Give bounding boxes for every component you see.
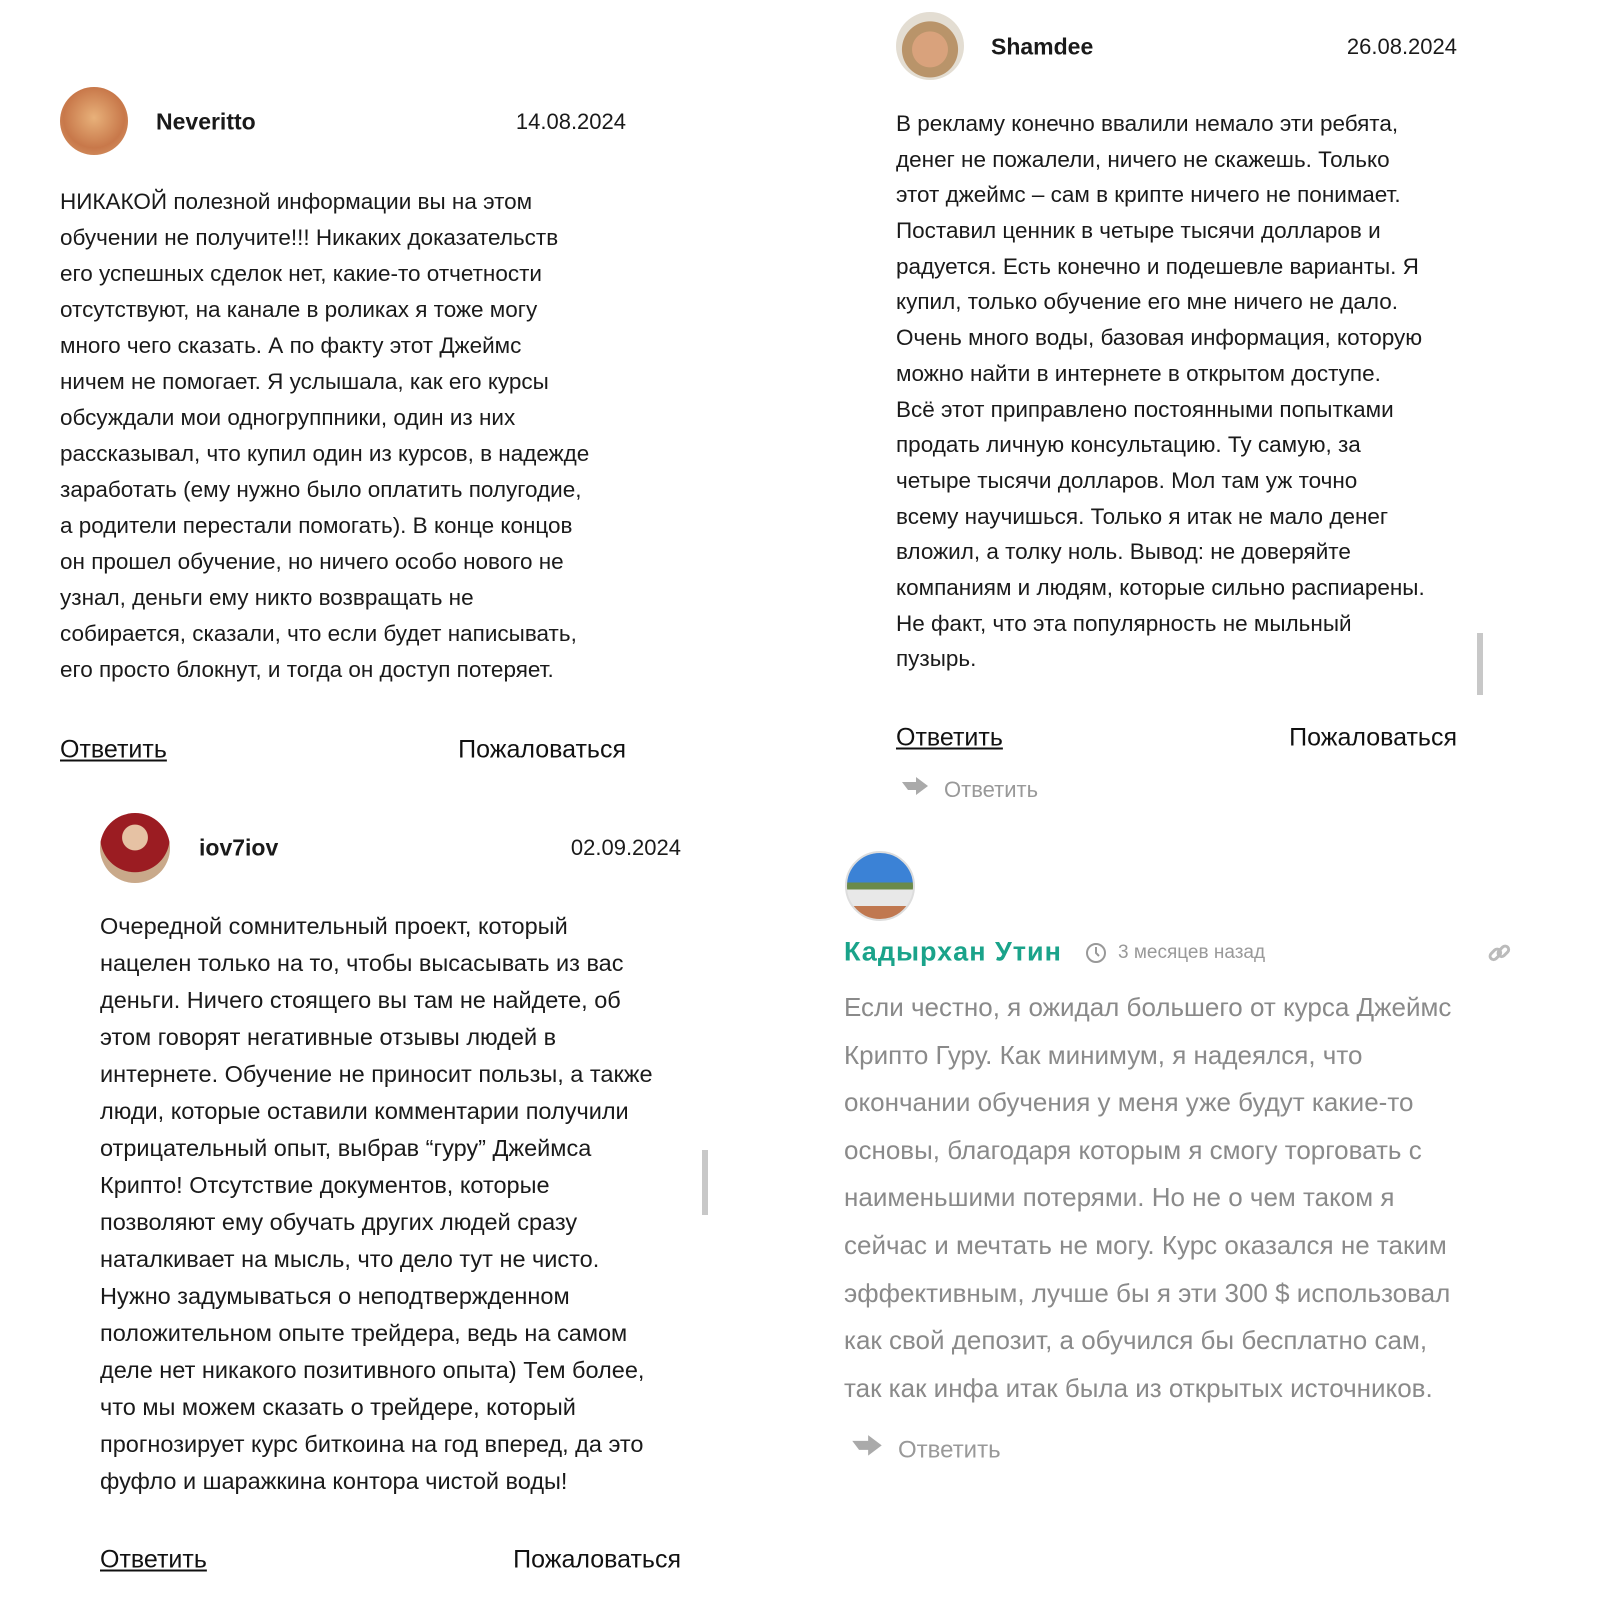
text-line: четыре тысячи долларов. Мол там уж точно [896, 467, 1358, 493]
comment-text [844, 984, 1451, 1412]
text-line: интернете. Обучение не приносит пользы, а также [100, 1061, 653, 1087]
text-line: Если честно, я ожидал большего от курса Джеймс [844, 992, 1452, 1022]
text-line: собирается, сказали, что если будет написывать, [60, 621, 577, 646]
scrollbar[interactable] [1477, 633, 1483, 695]
text-line: продать личную консультацию. Ту самую, за [896, 432, 1361, 458]
text-line: положительном опыте трейдера, ведь на самом [100, 1320, 628, 1346]
report-button[interactable]: Пожаловаться [1289, 723, 1457, 752]
text-line: Поставил ценник в четыре тысячи долларов и [896, 218, 1381, 244]
text-line: В рекламу конечно ввалили немало эти ребята, [896, 111, 1399, 136]
reply-button[interactable]: Ответить [100, 1545, 207, 1574]
text-line: можно найти в интернете в открытом доступе. [896, 360, 1381, 386]
text-line: Очень много воды, базовая информация, которую [896, 325, 1423, 351]
comment-date: 26.08.2024 [1346, 34, 1457, 59]
text-line: прогнозирует курс биткоина на год вперед, да это [100, 1431, 644, 1457]
text-line: окончании обучения у меня уже будут какие-то [844, 1087, 1414, 1118]
text-line: рассказывал, что купил один из курсов, в надежде [60, 441, 590, 466]
reply-arrow-icon [900, 776, 930, 804]
text-line: как свой депозит, а обучился бы бесплатно сам, [844, 1325, 1428, 1356]
text-line: его просто блокнут, и тогда он доступ потеряет. [60, 657, 554, 682]
reply-arrow-icon [850, 1434, 884, 1467]
text-line: денег не пожалели, ничего не скажешь. Только [896, 146, 1390, 172]
link-icon[interactable] [1486, 940, 1512, 971]
avatar[interactable] [896, 12, 964, 80]
text-line: он прошел обучение, но ничего особо нового не [60, 549, 564, 574]
author-name[interactable]: Shamdee [991, 33, 1094, 60]
text-line: так как инфа итак была из открытых источников. [844, 1372, 1433, 1403]
text-line: эффективным, лучше бы я эти 300 $ использовал [844, 1277, 1451, 1308]
avatar[interactable] [60, 87, 128, 155]
text-line: НИКАКОЙ полезной информации вы на этом [60, 189, 533, 214]
text-line: деньги. Ничего стоящего вы там не найдете, об [100, 987, 621, 1013]
text-line: его успешных сделок нет, какие-то отчетности [60, 261, 542, 286]
comment-time: 3 месяцев назад [1118, 942, 1266, 963]
reply-button[interactable]: Ответить [60, 735, 167, 764]
scrollbar[interactable] [702, 1150, 708, 1215]
author-name[interactable]: Кадырхан Утин [844, 936, 1062, 967]
comment-text [60, 184, 589, 688]
comment-text [896, 106, 1425, 677]
text-line: наталкивает на мысль, что дело тут не чисто. [100, 1246, 600, 1272]
text-line: Очередной сомнительный проект, который [100, 913, 568, 939]
text-line: этот джеймс – сам в крипте ничего не понимает. [896, 182, 1401, 208]
text-line: позволяют ему обучать других людей сразу [100, 1209, 578, 1235]
text-line: а родители перестали помогать). В конце концов [60, 513, 573, 538]
text-line: сейчас и мечтать не могу. Курс оказался не таким [844, 1229, 1447, 1260]
text-line: всему научишься. Только я итак не мало денег [896, 503, 1389, 529]
text-line: обучении не получите!!! Никаких доказательств [60, 225, 559, 250]
report-button[interactable]: Пожаловаться [458, 735, 626, 764]
text-line: деле нет никакого позитивного опыта) Тем более, [100, 1357, 645, 1383]
text-line: ничем не помогает. Я услышала, как его курсы [60, 369, 549, 394]
text-line: радуется. Есть конечно и подешевле варианты. Я [896, 253, 1419, 279]
comment-date: 02.09.2024 [570, 835, 681, 860]
author-name[interactable]: Neveritto [156, 108, 256, 135]
text-line: пузырь. [896, 646, 977, 672]
text-line: Крипто! Отсутствие документов, которые [100, 1172, 550, 1198]
text-line: Нужно задумываться о неподтвержденном [100, 1283, 570, 1309]
text-line: заработать (ему нужно было оплатить полугодие, [60, 477, 582, 502]
text-line: обсуждали мои одногруппники, один из них [60, 405, 516, 430]
text-line: Крипто Гуру. Как минимум, я надеялся, что [844, 1039, 1363, 1070]
text-line: вложил, а толку ноль. Вывод: не доверяйте [896, 539, 1351, 565]
reply-button[interactable]: Ответить [896, 723, 1003, 752]
comment-date: 14.08.2024 [515, 109, 626, 134]
text-line: отсутствуют, на канале в роликах я тоже могу [60, 297, 538, 322]
text-line: основы, благодаря которым я смогу торговать с [844, 1134, 1422, 1165]
text-line: Не факт, что эта популярность не мыльный [896, 610, 1352, 636]
author-name[interactable]: iov7iov [199, 834, 279, 861]
text-line: узнал, деньги ему никто возвращать не [60, 585, 474, 610]
text-line: много чего сказать. А по факту этот Джеймс [60, 333, 522, 358]
avatar[interactable] [100, 813, 170, 883]
text-line: фуфло и шаражкина контора чистой воды! [100, 1468, 568, 1494]
text-line: этом говорят негативные отзывы людей в [100, 1024, 557, 1050]
clock-icon [1085, 942, 1107, 969]
avatar[interactable] [845, 851, 915, 921]
reply-button[interactable] [850, 1434, 1001, 1467]
text-line: наименьшими потерями. Но не о чем таком я [844, 1182, 1395, 1213]
text-line: отрицательный опыт, выбрав “гуру” Джеймса [100, 1135, 592, 1161]
comment-text [100, 908, 653, 1500]
report-button[interactable]: Пожаловаться [513, 1545, 681, 1574]
reply-label: Ответить [944, 777, 1039, 802]
secondary-reply-button[interactable] [900, 776, 1038, 804]
reply-label: Ответить [898, 1436, 1001, 1463]
text-line: люди, которые оставили комментарии получили [100, 1098, 629, 1124]
text-line: что мы можем сказать о трейдере, который [100, 1394, 576, 1420]
text-line: компаниям и людям, которые сильно распиарены. [896, 574, 1425, 600]
text-line: Всё этот приправлено постоянными попытками [896, 396, 1394, 422]
text-line: купил, только обучение его мне ничего не дало. [896, 289, 1398, 315]
text-line: нацелен только на то, чтобы высасывать из вас [100, 950, 624, 976]
